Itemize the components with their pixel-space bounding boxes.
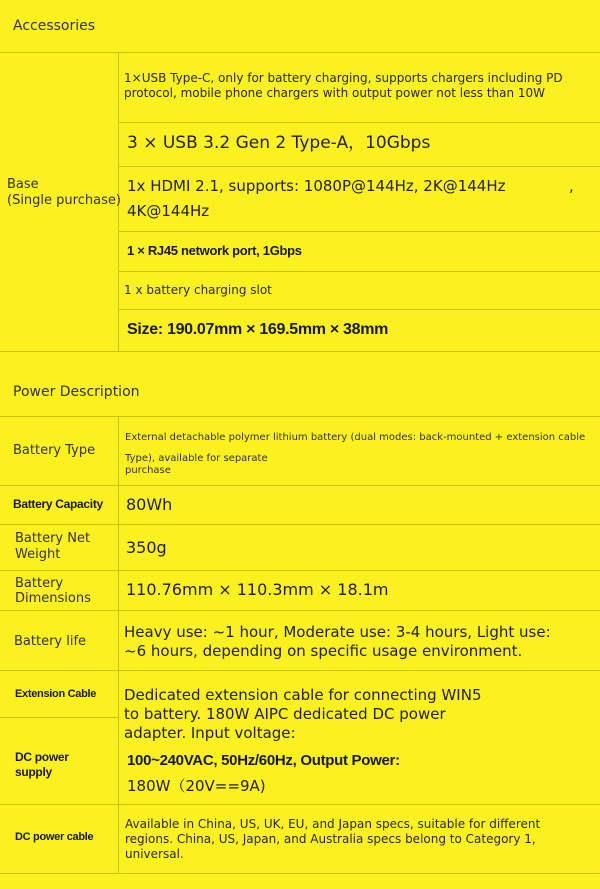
value-battery-weight: 350g	[126, 538, 167, 557]
divider	[118, 231, 600, 232]
accessory-rj45: 1 × RJ45 network port, 1Gbps	[127, 243, 302, 258]
divider	[0, 570, 600, 571]
divider	[0, 416, 600, 417]
divider	[118, 166, 600, 167]
accessory-usb-a: 3 × USB 3.2 Gen 2 Type-A，10Gbps	[127, 133, 431, 153]
divider	[0, 873, 600, 874]
label-battery-type: Battery Type	[13, 443, 96, 458]
divider	[0, 52, 600, 53]
section-title-power: Power Description	[13, 384, 140, 400]
divider	[0, 524, 600, 525]
divider	[118, 271, 600, 272]
value-dc-power-supply: 180W（20V==9A)	[127, 777, 266, 795]
accessory-hdmi: 1x HDMI 2.1, supports: 1080P@144Hz, 2K@144Hz	[127, 177, 506, 195]
value-battery-dimensions: 110.76mm × 110.3mm × 18.1m	[126, 580, 389, 599]
value-dc-power-cable: Available in China, US, UK, EU, and Japan specs, suitable for different regions. China, US, Japan, and Australia specs belong to Category 1, universal.	[125, 817, 541, 861]
divider	[118, 122, 600, 123]
value-extension-cable: Dedicated extension cable for connecting WIN5 to battery. 180W AIPC dedicated DC power adapter. Input voltage:	[124, 686, 482, 742]
accessory-usb-c: 1×USB Type-C, only for battery charging, supports chargers including PD protocol, mobile phone chargers with output power not less than 10W	[124, 71, 563, 100]
divider	[0, 485, 600, 486]
divider	[118, 309, 600, 310]
divider	[0, 351, 600, 352]
label-dc-power-supply: DC power supply	[15, 750, 69, 779]
label-battery-dimensions: Battery Dimensions	[15, 576, 91, 606]
divider	[0, 804, 600, 805]
value-battery-capacity: 80Wh	[126, 495, 173, 514]
column-divider	[118, 416, 119, 873]
divider	[0, 670, 600, 671]
value-battery-type-2: Type), available for separate purchase	[125, 453, 268, 476]
accessory-hdmi-comma: ,	[569, 177, 574, 195]
value-battery-type-1: External detachable polymer lithium battery (dual modes: back-mounted + extension cable	[125, 432, 586, 443]
accessory-battery-slot: 1 x battery charging slot	[124, 283, 272, 297]
accessory-hdmi-4k: 4K@144Hz	[127, 202, 210, 220]
label-battery-weight: Battery Net Weight	[15, 531, 91, 562]
accessory-size: Size: 190.07mm × 169.5mm × 38mm	[127, 321, 389, 338]
divider	[0, 717, 118, 718]
value-dc-power-supply-bold: 100~240VAC, 50Hz/60Hz, Output Power:	[127, 752, 400, 769]
label-battery-life: Battery life	[14, 634, 87, 649]
base-label: Base (Single purchase)	[7, 177, 121, 208]
label-dc-power-cable: DC power cable	[15, 831, 94, 843]
section-title-accessories: Accessories	[13, 18, 96, 34]
label-battery-capacity: Battery Capacity	[13, 497, 103, 511]
divider	[0, 610, 600, 611]
value-battery-life: Heavy use: ~1 hour, Moderate use: 3-4 hours, Light use: ~6 hours, depending on specific usage environment.	[124, 623, 551, 660]
label-extension-cable: Extension Cable	[15, 688, 97, 700]
